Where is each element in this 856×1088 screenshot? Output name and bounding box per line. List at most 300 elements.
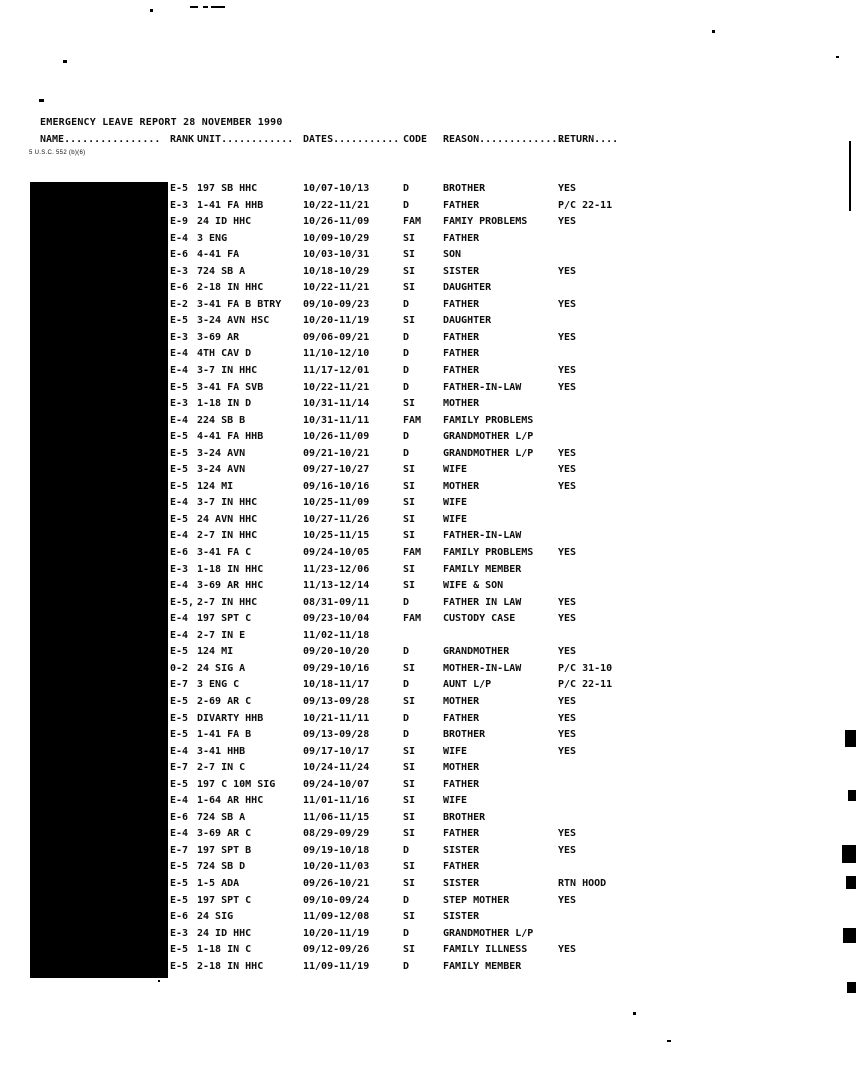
code-cell: D bbox=[403, 679, 410, 691]
unit-cell: 2-7 IN C bbox=[197, 762, 246, 774]
code-cell: D bbox=[403, 894, 410, 906]
dates-cell: 10/20-11/19 bbox=[303, 927, 370, 939]
dates-cell: 11/02-11/18 bbox=[303, 629, 370, 641]
reason-cell bbox=[443, 628, 558, 645]
dates-cell: 09/27-10/27 bbox=[303, 464, 370, 476]
unit-cell: 3-41 FA C bbox=[197, 547, 252, 559]
reason-cell: FATHER bbox=[443, 331, 480, 343]
return-cell bbox=[558, 793, 648, 810]
rank-cell: E-9 bbox=[170, 216, 189, 228]
rank-cell: E-5 bbox=[170, 944, 189, 956]
dates-cell: 10/18-11/17 bbox=[303, 679, 370, 691]
return-cell: YES bbox=[558, 547, 577, 559]
code-cell bbox=[403, 628, 443, 645]
return-cell: YES bbox=[558, 216, 577, 228]
rank-cell: E-3 bbox=[170, 398, 189, 410]
scan-artifact bbox=[633, 1012, 636, 1015]
reason-cell: SISTER bbox=[443, 844, 480, 856]
scan-artifact bbox=[836, 56, 839, 58]
reason-cell: BROTHER bbox=[443, 729, 486, 741]
return-cell bbox=[558, 760, 648, 777]
scan-artifact bbox=[845, 730, 856, 747]
return-cell bbox=[558, 512, 648, 529]
privacy-exemption-note: 5 U.S.C. 552 (b)(6) bbox=[29, 150, 86, 156]
code-cell: D bbox=[403, 927, 410, 939]
dates-cell: 09/21-10/21 bbox=[303, 447, 370, 459]
rank-cell: E-6 bbox=[170, 249, 189, 261]
rank-cell: E-6 bbox=[170, 547, 189, 559]
reason-cell: FAMILY MEMBER bbox=[443, 563, 522, 575]
dates-cell: 11/09-12/08 bbox=[303, 911, 370, 923]
dates-cell: 09/20-10/20 bbox=[303, 646, 370, 658]
rank-cell: E-5 bbox=[170, 729, 189, 741]
scan-artifact bbox=[842, 845, 856, 863]
unit-cell: 197 SPT B bbox=[197, 844, 252, 856]
return-cell bbox=[558, 313, 648, 330]
unit-cell: 1-18 IN C bbox=[197, 944, 252, 956]
dates-cell: 09/10-09/24 bbox=[303, 894, 370, 906]
code-cell: D bbox=[403, 183, 410, 194]
code-cell: D bbox=[403, 331, 410, 343]
code-cell: SI bbox=[403, 828, 416, 840]
scan-artifact bbox=[846, 876, 856, 889]
reason-cell: WIFE bbox=[443, 513, 468, 525]
code-cell: D bbox=[403, 729, 410, 741]
code-cell: SI bbox=[403, 745, 416, 757]
scan-artifact bbox=[848, 790, 856, 801]
scan-artifact bbox=[150, 9, 153, 12]
reason-cell: SISTER bbox=[443, 265, 480, 277]
dates-cell: 09/10-09/23 bbox=[303, 298, 370, 310]
dates-cell: 09/12-09/26 bbox=[303, 944, 370, 956]
reason-cell: FATHER bbox=[443, 298, 480, 310]
return-cell: YES bbox=[558, 381, 577, 393]
scan-artifact bbox=[203, 6, 208, 8]
return-cell bbox=[558, 628, 648, 645]
rank-cell: E-4 bbox=[170, 365, 189, 377]
code-cell: D bbox=[403, 298, 410, 310]
dates-cell: 10/21-11/11 bbox=[303, 712, 370, 724]
return-cell: YES bbox=[558, 944, 577, 956]
unit-cell: 197 SB HHC bbox=[197, 183, 258, 194]
reason-cell: SISTER bbox=[443, 911, 480, 923]
return-cell bbox=[558, 909, 648, 926]
return-cell bbox=[558, 413, 648, 430]
dates-cell: 09/24-10/07 bbox=[303, 778, 370, 790]
dates-cell: 10/09-10/29 bbox=[303, 232, 370, 244]
return-cell: YES bbox=[558, 695, 577, 707]
dates-cell: 11/23-12/06 bbox=[303, 563, 370, 575]
return-cell: YES bbox=[558, 613, 577, 625]
unit-cell: 4TH CAV D bbox=[197, 348, 252, 360]
unit-cell: 1-41 FA HHB bbox=[197, 199, 264, 211]
return-cell bbox=[558, 777, 648, 794]
rank-cell: E-4 bbox=[170, 745, 189, 757]
unit-cell: 1-18 IN D bbox=[197, 398, 252, 410]
return-cell: YES bbox=[558, 844, 577, 856]
unit-cell: 4-41 FA HHB bbox=[197, 431, 264, 443]
code-cell: SI bbox=[403, 877, 416, 889]
return-cell: YES bbox=[558, 331, 577, 343]
code-cell: D bbox=[403, 199, 410, 211]
rank-cell: E-5 bbox=[170, 960, 189, 972]
dates-cell: 10/22-11/21 bbox=[303, 282, 370, 294]
code-cell: SI bbox=[403, 811, 416, 823]
unit-cell: 1-18 IN HHC bbox=[197, 563, 264, 575]
return-cell bbox=[558, 247, 648, 264]
rank-cell: E-4 bbox=[170, 232, 189, 244]
return-cell: YES bbox=[558, 712, 577, 724]
unit-cell: 3-41 HHB bbox=[197, 745, 246, 757]
rank-cell: E-5 bbox=[170, 447, 189, 459]
reason-cell: FATHER bbox=[443, 232, 480, 244]
return-cell: RTN HOOD bbox=[558, 877, 607, 889]
dates-cell: 09/24-10/05 bbox=[303, 547, 370, 559]
code-cell: FAM bbox=[403, 613, 422, 625]
unit-cell: 3 ENG bbox=[197, 232, 228, 244]
dates-cell: 09/26-10/21 bbox=[303, 877, 370, 889]
dates-cell: 09/19-10/18 bbox=[303, 844, 370, 856]
code-cell: SI bbox=[403, 944, 416, 956]
code-cell: SI bbox=[403, 911, 416, 923]
reason-cell: GRANDMOTHER L/P bbox=[443, 927, 534, 939]
code-cell: D bbox=[403, 381, 410, 393]
rank-cell: E-5 bbox=[170, 513, 189, 525]
rank-cell: E-5 bbox=[170, 381, 189, 393]
return-cell bbox=[558, 231, 648, 248]
unit-cell: 1-5 ADA bbox=[197, 877, 240, 889]
dates-cell: 09/13-09/28 bbox=[303, 695, 370, 707]
unit-cell: 24 SIG A bbox=[197, 662, 246, 674]
return-cell: YES bbox=[558, 729, 577, 741]
reason-cell: WIFE bbox=[443, 497, 468, 509]
reason-cell: FATHER bbox=[443, 828, 480, 840]
unit-cell: 2-7 IN E bbox=[197, 629, 246, 641]
dates-cell: 11/13-12/14 bbox=[303, 580, 370, 592]
rank-cell: E-5 bbox=[170, 431, 189, 443]
return-cell: YES bbox=[558, 447, 577, 459]
rank-cell: E-5 bbox=[170, 861, 189, 873]
reason-cell: GRANDMOTHER bbox=[443, 646, 510, 658]
return-cell bbox=[558, 859, 648, 876]
reason-cell: FATHER bbox=[443, 199, 480, 211]
rank-cell: E-2 bbox=[170, 298, 189, 310]
dates-cell: 11/09-11/19 bbox=[303, 960, 370, 972]
return-cell bbox=[558, 528, 648, 545]
return-cell: P/C 22-11 bbox=[558, 199, 613, 211]
dates-cell: 10/20-11/03 bbox=[303, 861, 370, 873]
dates-cell: 10/31-11/11 bbox=[303, 414, 370, 426]
reason-cell: STEP MOTHER bbox=[443, 894, 510, 906]
scan-artifact bbox=[843, 928, 856, 943]
reason-cell: FATHER-IN-LAW bbox=[443, 530, 522, 542]
reason-cell: WIFE bbox=[443, 464, 468, 476]
return-cell bbox=[558, 562, 648, 579]
reason-cell: BROTHER bbox=[443, 183, 486, 194]
reason-cell: BROTHER bbox=[443, 811, 486, 823]
rank-cell: E-5 bbox=[170, 315, 189, 327]
rank-cell: E-7 bbox=[170, 679, 189, 691]
unit-cell: 2-69 AR C bbox=[197, 695, 252, 707]
rank-cell: E-4 bbox=[170, 348, 189, 360]
rank-cell: E-4 bbox=[170, 580, 189, 592]
rank-cell: E-5 bbox=[170, 464, 189, 476]
return-cell: YES bbox=[558, 596, 577, 608]
code-cell: SI bbox=[403, 762, 416, 774]
scan-artifact bbox=[712, 30, 715, 33]
scan-artifact bbox=[847, 982, 856, 993]
unit-cell: 3 ENG C bbox=[197, 679, 240, 691]
rank-cell: E-5 bbox=[170, 646, 189, 658]
unit-cell: 2-7 IN HHC bbox=[197, 596, 258, 608]
unit-cell: 3-7 IN HHC bbox=[197, 497, 258, 509]
rank-cell: E-5 bbox=[170, 894, 189, 906]
return-cell bbox=[558, 810, 648, 827]
name-redaction-block bbox=[30, 182, 168, 978]
dates-cell: 08/31-09/11 bbox=[303, 596, 370, 608]
rank-cell: E-5 bbox=[170, 480, 189, 492]
dates-cell: 10/25-11/15 bbox=[303, 530, 370, 542]
code-cell: SI bbox=[403, 480, 416, 492]
code-cell: SI bbox=[403, 662, 416, 674]
code-cell: D bbox=[403, 431, 410, 443]
return-cell: YES bbox=[558, 183, 577, 194]
return-cell: YES bbox=[558, 464, 577, 476]
code-cell: SI bbox=[403, 563, 416, 575]
unit-cell: 24 ID HHC bbox=[197, 927, 252, 939]
rank-cell: E-7 bbox=[170, 762, 189, 774]
dates-cell: 09/06-09/21 bbox=[303, 331, 370, 343]
return-cell: P/C 22-11 bbox=[558, 679, 613, 691]
reason-cell: AUNT L/P bbox=[443, 679, 492, 691]
rank-cell: E-5 bbox=[170, 712, 189, 724]
unit-cell: 2-7 IN HHC bbox=[197, 530, 258, 542]
code-cell: FAM bbox=[403, 414, 422, 426]
dates-cell: 11/10-12/10 bbox=[303, 348, 370, 360]
reason-cell: FAMILY MEMBER bbox=[443, 960, 522, 972]
rank-cell: E-3 bbox=[170, 199, 189, 211]
unit-cell: 3-24 AVN bbox=[197, 447, 246, 459]
scan-artifact bbox=[63, 60, 67, 63]
return-cell bbox=[558, 396, 648, 413]
unit-cell: 197 SPT C bbox=[197, 613, 252, 625]
dates-cell: 10/18-10/29 bbox=[303, 265, 370, 277]
reason-cell: FATHER bbox=[443, 365, 480, 377]
rank-cell: E-4 bbox=[170, 828, 189, 840]
scan-artifact bbox=[211, 6, 225, 8]
code-cell: FAM bbox=[403, 216, 422, 228]
reason-cell: WIFE bbox=[443, 745, 468, 757]
code-cell: D bbox=[403, 365, 410, 377]
reason-cell: GRANDMOTHER L/P bbox=[443, 431, 534, 443]
unit-cell: 224 SB B bbox=[197, 414, 246, 426]
dates-cell: 09/13-09/28 bbox=[303, 729, 370, 741]
reason-cell: MOTHER bbox=[443, 398, 480, 410]
reason-cell: MOTHER bbox=[443, 480, 480, 492]
rank-cell: E-7 bbox=[170, 844, 189, 856]
code-cell: SI bbox=[403, 232, 416, 244]
code-cell: SI bbox=[403, 530, 416, 542]
code-cell: D bbox=[403, 348, 410, 360]
unit-cell: 3-41 FA SVB bbox=[197, 381, 264, 393]
code-cell: D bbox=[403, 712, 410, 724]
unit-cell: 724 SB A bbox=[197, 811, 246, 823]
return-cell bbox=[558, 495, 648, 512]
rank-cell: E-3 bbox=[170, 563, 189, 575]
dates-cell: 11/17-12/01 bbox=[303, 365, 370, 377]
code-cell: SI bbox=[403, 315, 416, 327]
rank-cell: E-4 bbox=[170, 497, 189, 509]
return-cell: P/C 31-10 bbox=[558, 662, 613, 674]
return-cell: YES bbox=[558, 480, 577, 492]
unit-cell: 24 SIG bbox=[197, 911, 234, 923]
code-cell: D bbox=[403, 596, 410, 608]
unit-cell: 1-41 FA B bbox=[197, 729, 252, 741]
code-cell: SI bbox=[403, 695, 416, 707]
reason-cell: DAUGHTER bbox=[443, 315, 492, 327]
dates-cell: 10/26-11/09 bbox=[303, 216, 370, 228]
rank-cell: E-4 bbox=[170, 795, 189, 807]
dates-cell: 10/31-11/14 bbox=[303, 398, 370, 410]
reason-cell: WIFE bbox=[443, 795, 468, 807]
column-header-rank: RANK bbox=[170, 134, 195, 145]
rank-cell: E-6 bbox=[170, 811, 189, 823]
unit-cell: 3-7 IN HHC bbox=[197, 365, 258, 377]
return-cell bbox=[558, 578, 648, 595]
code-cell: SI bbox=[403, 497, 416, 509]
reason-cell: FAMIY PROBLEMS bbox=[443, 216, 528, 228]
reason-cell: FAMILY ILLNESS bbox=[443, 944, 528, 956]
rank-cell: E-5 bbox=[170, 778, 189, 790]
code-cell: SI bbox=[403, 580, 416, 592]
reason-cell: DAUGHTER bbox=[443, 282, 492, 294]
code-cell: D bbox=[403, 844, 410, 856]
reason-cell: MOTHER bbox=[443, 762, 480, 774]
reason-cell: FATHER bbox=[443, 712, 480, 724]
dates-cell: 09/23-10/04 bbox=[303, 613, 370, 625]
scan-artifact bbox=[849, 141, 851, 211]
rank-cell: E-4 bbox=[170, 414, 189, 426]
scan-artifact bbox=[190, 6, 198, 8]
reason-cell: FATHER IN LAW bbox=[443, 596, 522, 608]
return-cell: YES bbox=[558, 265, 577, 277]
column-header-unit: UNIT............ bbox=[197, 134, 294, 145]
return-cell bbox=[558, 959, 648, 976]
code-cell: SI bbox=[403, 464, 416, 476]
rank-cell: E-3 bbox=[170, 331, 189, 343]
dates-cell: 10/07-10/13 bbox=[303, 183, 370, 194]
unit-cell: 24 ID HHC bbox=[197, 216, 252, 228]
code-cell: SI bbox=[403, 861, 416, 873]
return-cell bbox=[558, 280, 648, 297]
dates-cell: 10/22-11/21 bbox=[303, 381, 370, 393]
unit-cell: 3-24 AVN bbox=[197, 464, 246, 476]
dates-cell: 10/03-10/31 bbox=[303, 249, 370, 261]
rank-cell: E-5 bbox=[170, 183, 189, 194]
reason-cell: MOTHER bbox=[443, 695, 480, 707]
rank-cell: 0-2 bbox=[170, 662, 189, 674]
dates-cell: 10/26-11/09 bbox=[303, 431, 370, 443]
unit-cell: 197 SPT C bbox=[197, 894, 252, 906]
dates-cell: 10/24-11/24 bbox=[303, 762, 370, 774]
unit-cell: 724 SB D bbox=[197, 861, 246, 873]
dates-cell: 11/06-11/15 bbox=[303, 811, 370, 823]
unit-cell: 2-18 IN HHC bbox=[197, 282, 264, 294]
unit-cell: 4-41 FA bbox=[197, 249, 240, 261]
column-header-name: NAME................ bbox=[40, 134, 161, 145]
column-header-row bbox=[40, 134, 648, 145]
unit-cell: 3-69 AR C bbox=[197, 828, 252, 840]
reason-cell: FATHER bbox=[443, 348, 480, 360]
code-cell: SI bbox=[403, 398, 416, 410]
column-header-dates: DATES........... bbox=[303, 134, 400, 145]
rank-cell: E-3 bbox=[170, 265, 189, 277]
dates-cell: 09/17-10/17 bbox=[303, 745, 370, 757]
unit-cell: 24 AVN HHC bbox=[197, 513, 258, 525]
dates-cell: 08/29-09/29 bbox=[303, 828, 370, 840]
code-cell: D bbox=[403, 646, 410, 658]
code-cell: SI bbox=[403, 265, 416, 277]
unit-cell: 724 SB A bbox=[197, 265, 246, 277]
return-cell bbox=[558, 346, 648, 363]
dates-cell: 09/16-10/16 bbox=[303, 480, 370, 492]
rank-cell: E-5 bbox=[170, 877, 189, 889]
reason-cell: FATHER bbox=[443, 861, 480, 873]
reason-cell: GRANDMOTHER L/P bbox=[443, 447, 534, 459]
code-cell: SI bbox=[403, 513, 416, 525]
unit-cell: 3-69 AR HHC bbox=[197, 580, 264, 592]
return-cell: YES bbox=[558, 745, 577, 757]
dates-cell: 10/27-11/26 bbox=[303, 513, 370, 525]
column-header-return: RETURN.... bbox=[558, 134, 619, 145]
code-cell: FAM bbox=[403, 547, 422, 559]
code-cell: D bbox=[403, 960, 410, 972]
dates-cell: 10/20-11/19 bbox=[303, 315, 370, 327]
reason-cell: FATHER bbox=[443, 778, 480, 790]
return-cell: YES bbox=[558, 298, 577, 310]
unit-cell: 1-64 AR HHC bbox=[197, 795, 264, 807]
code-cell: SI bbox=[403, 778, 416, 790]
unit-cell: 124 MI bbox=[197, 646, 234, 658]
rank-cell: E-5 bbox=[170, 695, 189, 707]
return-cell bbox=[558, 926, 648, 943]
rank-cell: E-6 bbox=[170, 282, 189, 294]
rank-cell: E-3 bbox=[170, 927, 189, 939]
unit-cell: 124 MI bbox=[197, 480, 234, 492]
reason-cell: FAMILY PROBLEMS bbox=[443, 414, 534, 426]
return-cell: YES bbox=[558, 828, 577, 840]
reason-cell: FAMILY PROBLEMS bbox=[443, 547, 534, 559]
reason-cell: MOTHER-IN-LAW bbox=[443, 662, 522, 674]
scan-artifact bbox=[667, 1040, 671, 1042]
code-cell: SI bbox=[403, 249, 416, 261]
scan-artifact bbox=[158, 980, 160, 982]
column-header-reason: REASON.............. bbox=[443, 134, 564, 145]
dates-cell: 10/25-11/09 bbox=[303, 497, 370, 509]
rank-cell: E-4 bbox=[170, 613, 189, 625]
rank-cell: E-6 bbox=[170, 911, 189, 923]
rank-cell: E-4 bbox=[170, 629, 189, 641]
report-title: EMERGENCY LEAVE REPORT 28 NOVEMBER 1990 bbox=[40, 117, 283, 128]
reason-cell: WIFE & SON bbox=[443, 580, 504, 592]
unit-cell: 3-41 FA B BTRY bbox=[197, 298, 282, 310]
unit-cell: 3-69 AR bbox=[197, 331, 240, 343]
reason-cell: SISTER bbox=[443, 877, 480, 889]
return-cell: YES bbox=[558, 646, 577, 658]
return-cell: YES bbox=[558, 894, 577, 906]
return-cell: YES bbox=[558, 365, 577, 377]
scan-artifact bbox=[39, 99, 44, 102]
